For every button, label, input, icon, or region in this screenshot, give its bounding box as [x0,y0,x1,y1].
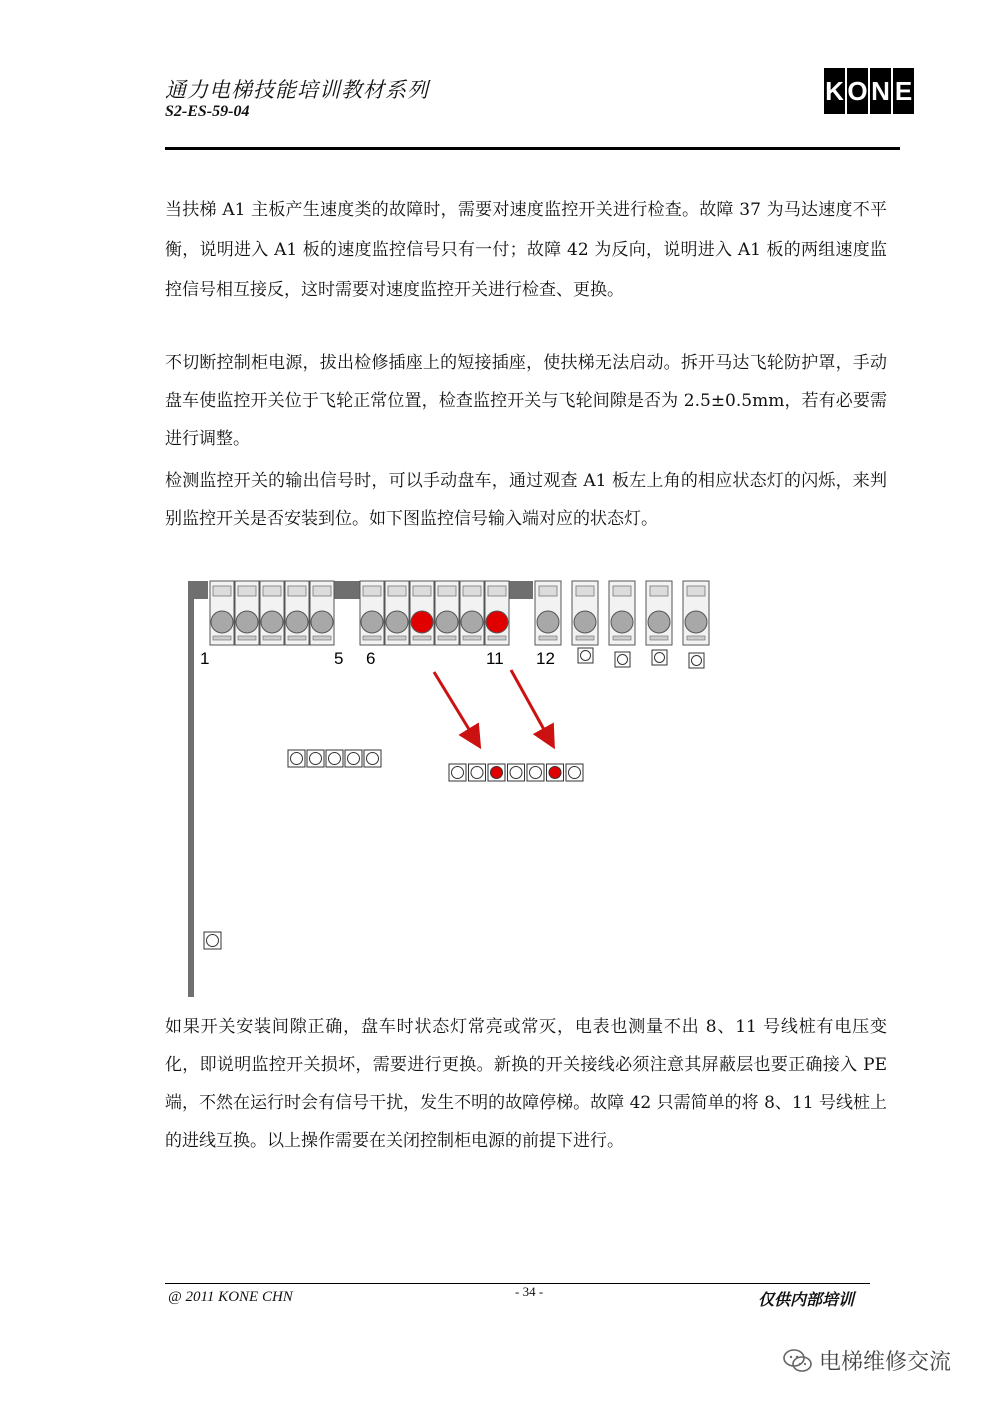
terminal-3 [260,581,284,645]
status-led-a-1 [288,750,305,767]
status-led-b-1 [449,764,466,781]
terminal-label-11: 11 [486,649,504,668]
paragraph-check-gap: 不切断控制柜电源，拔出检修插座上的短接插座，使扶梯无法启动。拆开马达飞轮防护罩，手动盘车使监控开关位于飞轮正常位置，检查监控开关与飞轮间隙是否为 2.5±0.5mm，若有必要需进行调整。 [165,353,887,449]
status-led-b-3 [488,764,505,781]
status-led [615,652,630,667]
header-divider [165,147,900,150]
logo-letter: K [824,68,845,114]
terminal-11 [485,581,509,645]
paragraph-status-led: 检测监控开关的输出信号时，可以手动盘车，通过观查 A1 板左上角的相应状态灯的闪烁，来判别监控开关是否安装到位。如下图监控信号输入端对应的状态灯。 [165,471,887,529]
status-led [689,653,704,668]
status-led-b-4 [508,764,525,781]
wechat-icon [783,1348,813,1374]
terminal-4 [285,581,309,645]
terminal-14 [609,581,635,645]
paragraph-replace-switch: 如果开关安装间隙正确，盘车时状态灯常亮或常灭，电表也测量不出 8、11 号线桩有电压变化，即说明监控开关损坏，需要进行更换。新换的开关接线必须注意其屏蔽层也要正确接入 PE 端，不然在运行时会有信号干扰，发生不明的故障停梯。故障 42 只需简单的将 8、11 号线桩上的进线互换。以上操作需要在关闭控制柜电源的前提下进行。 [165,1017,887,1151]
status-led-a-4 [345,750,362,767]
terminal-label-12: 12 [536,649,555,668]
terminal-blocks [210,581,709,645]
document-series-title: 通力电梯技能培训教材系列 [165,78,429,102]
terminal-1 [210,581,234,645]
status-led-b-2 [469,764,486,781]
footer-copyright: @ 2011 KONE CHN [168,1289,293,1305]
terminal-8 [410,581,434,645]
terminal-9 [435,581,459,645]
status-led-a-5 [364,750,381,767]
board-frame-gap1 [334,581,360,599]
terminal-status-diagram [186,578,726,1000]
status-led-lower [204,932,221,949]
terminal-7 [385,581,409,645]
terminal-15 [646,581,672,645]
status-led-a-3 [326,750,343,767]
board-frame-left [188,581,194,997]
status-led [652,650,667,665]
terminal-6 [360,581,384,645]
status-led-b-7 [566,764,583,781]
paragraph-fault-intro: 当扶梯 A1 主板产生速度类的故障时，需要对速度监控开关进行检查。故障 37 为马达速度不平衡，说明进入 A1 板的速度监控信号只有一付；故障 42 为反向，说明进入 A1 板的两组速度监控信号相互接反，这时需要对速度监控开关进行检查、更换。 [165,200,887,300]
terminal-labels [200,649,555,668]
arrow-to-led-11 [511,670,552,744]
kone-logo [824,68,914,114]
page-number: - 34 - [515,1284,544,1299]
logo-letter: E [893,68,914,114]
status-leds [204,648,704,949]
board-frame-gap2 [509,581,533,599]
terminal-13 [572,581,598,645]
terminal-label-6: 6 [366,649,376,668]
document-code: S2-ES-59-04 [165,103,250,120]
logo-letter: O [847,68,868,114]
board-frame-top [188,581,208,599]
arrow-to-led-8 [434,672,478,744]
terminal-label-5: 5 [334,649,344,668]
status-led-b-5 [527,764,544,781]
status-led-b-6 [547,764,564,781]
terminal-label-1: 1 [200,649,210,668]
terminal-5 [310,581,334,645]
terminal-16 [683,581,709,645]
status-led [578,648,593,663]
terminal-10 [460,581,484,645]
watermark-text: 电梯维修交流 [819,1350,952,1375]
terminal-12 [535,581,561,645]
terminal-2 [235,581,259,645]
footer-internal-note: 仅供内部培训 [758,1290,855,1309]
logo-letter: N [870,68,891,114]
status-led-a-2 [307,750,324,767]
watermark [783,1345,951,1376]
